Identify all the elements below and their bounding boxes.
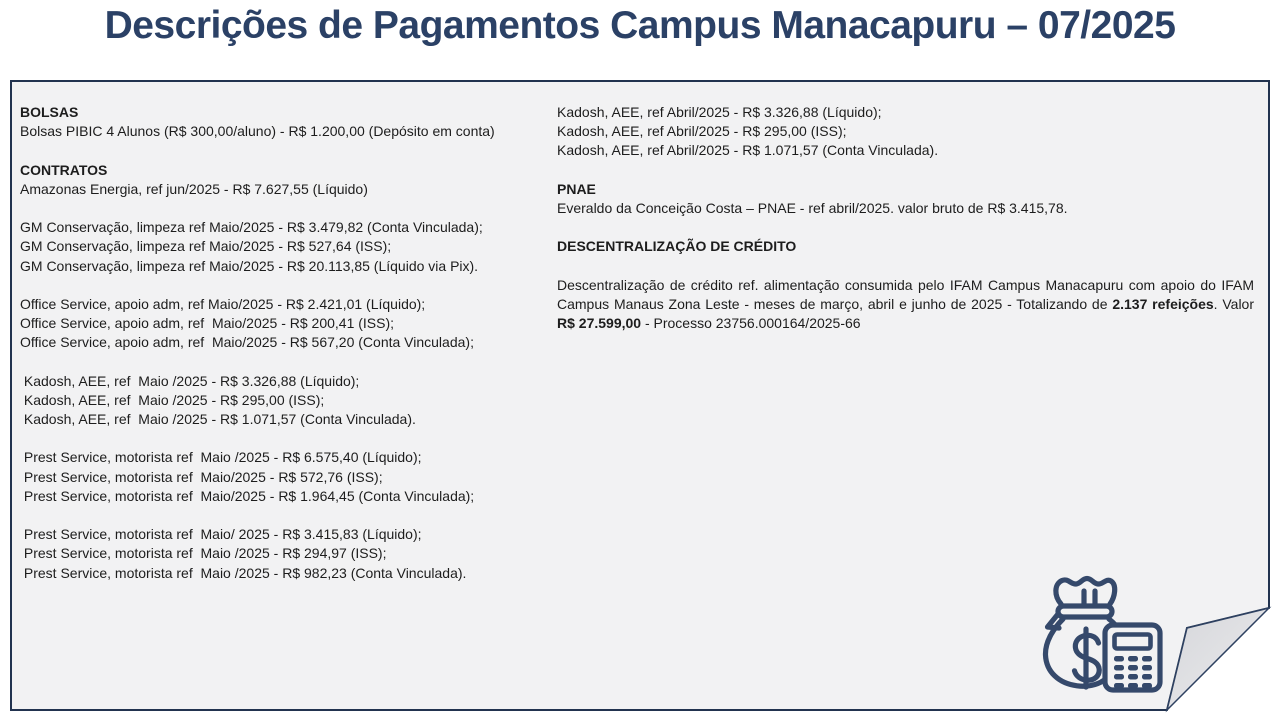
payment-text-line: Kadosh, AEE, ref Maio /2025 - R$ 3.326,88 (Líquido);	[20, 372, 360, 389]
payment-text-line: Office Service, apoio adm, ref Maio/2025 - R$ 567,20 (Conta Vinculada);	[20, 334, 474, 351]
payments-column-left	[20, 103, 552, 583]
payment-text-line	[20, 506, 552, 525]
section-heading: BOLSAS	[20, 104, 79, 120]
payment-text-line: Amazonas Energia, ref jun/2025 - R$ 7.627,55 (Líquido)	[20, 180, 368, 197]
paragraph-segment: Descentralização de crédito ref. alimentação consumida pelo IFAM Campus Manacapuru com apoio do IFAM Campus Manaus Zona Leste - meses de março, abril e junho de 2025 - Totalizando de	[557, 276, 1254, 312]
payment-text-line: Kadosh, AEE, ref Abril/2025 - R$ 295,00 (ISS);	[557, 123, 847, 140]
payment-text-line: Office Service, apoio adm, ref Maio/2025 - R$ 2.421,01 (Líquido);	[20, 295, 426, 312]
payment-text-line: Office Service, apoio adm, ref Maio/2025 - R$ 200,41 (ISS);	[20, 315, 395, 332]
payment-text-line: Kadosh, AEE, ref Maio /2025 - R$ 1.071,57 (Conta Vinculada).	[20, 411, 416, 427]
payment-text-line: Kadosh, AEE, ref Abril/2025 - R$ 1.071,57 (Conta Vinculada).	[557, 142, 939, 159]
payment-text-line: Everaldo da Conceição Costa – PNAE - ref abril/2025. valor bruto de R$ 3.415,78.	[557, 199, 1068, 216]
paragraph-segment: R$ 27.599,00	[557, 315, 642, 332]
payment-text-line	[20, 352, 552, 371]
payment-text-line	[20, 141, 552, 160]
payment-text-line: Prest Service, motorista ref Maio /2025 - R$ 6.575,40 (Líquido);	[20, 449, 422, 466]
payment-text-line	[557, 218, 1254, 237]
payment-text-line: Prest Service, motorista ref Maio /2025 - R$ 982,23 (Conta Vinculada).	[20, 564, 467, 581]
payment-text-line: Bolsas PIBIC 4 Alunos (R$ 300,00/aluno) - R$ 1.200,00 (Depósito em conta)	[20, 123, 495, 140]
payment-text-line	[557, 161, 1254, 180]
payments-right-lines	[557, 103, 1254, 276]
paragraph-segment: - Processo 23756.000164/2025-66	[641, 315, 861, 332]
page-title: Descrições de Pagamentos Campus Manacapuru – 07/2025	[104, 4, 1176, 47]
payment-text-line: GM Conservação, limpeza ref Maio/2025 - R$ 3.479,82 (Conta Vinculada);	[20, 219, 483, 236]
section-heading: CONTRATOS	[20, 161, 108, 178]
payment-text-line	[20, 429, 552, 448]
payment-text-line	[20, 276, 552, 295]
payments-column-right	[557, 103, 1254, 333]
payment-text-line	[557, 257, 1254, 276]
money-bag-calculator-icon	[1042, 572, 1166, 702]
payment-text-line: Prest Service, motorista ref Maio /2025 - R$ 294,97 (ISS);	[20, 545, 387, 562]
payment-text-line: Kadosh, AEE, ref Abril/2025 - R$ 3.326,88 (Líquido);	[557, 104, 882, 120]
decentralization-paragraph	[557, 276, 1254, 334]
payment-text-line: Prest Service, motorista ref Maio/2025 - R$ 1.964,45 (Conta Vinculada);	[20, 487, 475, 504]
payment-text-line: Prest Service, motorista ref Maio/2025 - R$ 572,76 (ISS);	[20, 468, 383, 485]
payment-text-line: GM Conservação, limpeza ref Maio/2025 - R$ 20.113,85 (Líquido via Pix).	[20, 257, 479, 274]
payment-text-line: Prest Service, motorista ref Maio/ 2025 - R$ 3.415,83 (Líquido);	[20, 526, 422, 543]
section-heading: PNAE	[557, 180, 596, 197]
paragraph-segment: . Valor	[1213, 295, 1254, 312]
payment-text-line: GM Conservação, limpeza ref Maio/2025 - R$ 527,64 (ISS);	[20, 238, 392, 255]
payment-text-line	[20, 199, 552, 218]
payment-text-line: Kadosh, AEE, ref Maio /2025 - R$ 295,00 (ISS);	[20, 391, 325, 408]
section-heading: DESCENTRALIZAÇÃO DE CRÉDITO	[557, 238, 797, 255]
paragraph-segment: 2.137 refeições	[1112, 295, 1214, 312]
